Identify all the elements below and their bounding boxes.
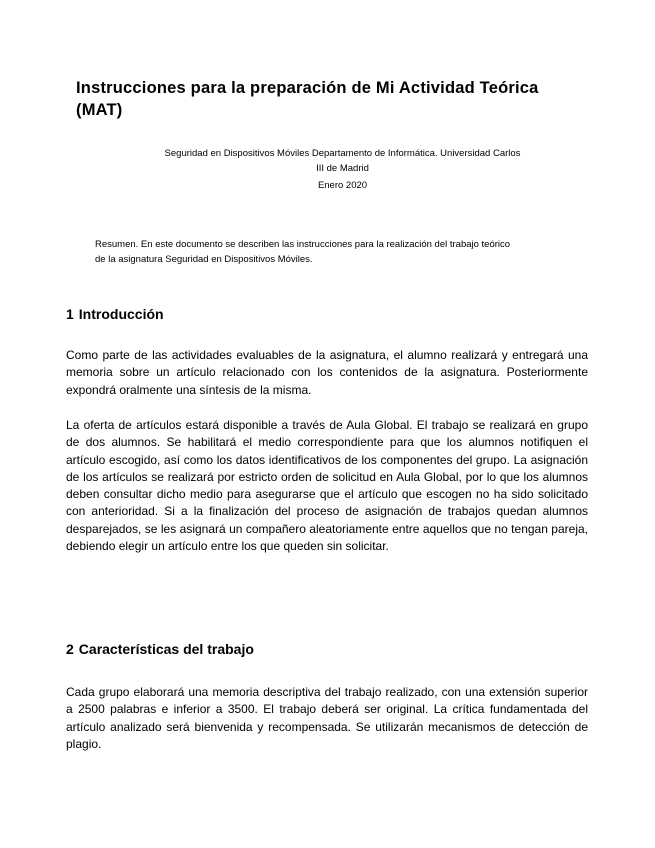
section-heading-introduccion [66,305,164,323]
document-title: Instrucciones para la preparación de Mi Actividad Teórica (MAT) [76,79,539,119]
section-title: Introducción [78,306,164,322]
section-heading-caracteristicas [66,640,254,658]
section-title: Características del trabajo [78,641,254,657]
paragraph: Como parte de las actividades evaluables de la asignatura, el alumno realizará y entregará una memoria sobre un artículo relacionado con los contenidos de la asignatura. Posteriormente expondrá oralmente una síntesis de la misma. [66,348,588,397]
section-number: 1 [66,306,74,322]
document-abstract: Resumen. En este documento se describen las instrucciones para la realización del trabajo teórico de la asignatura Seguridad en Dispositivos Móviles. [95,239,511,265]
document-affiliation: Seguridad en Dispositivos Móviles Departamento de Informática. Universidad Carlos III de Madrid [164,148,521,174]
section-number: 2 [66,641,74,657]
document-date: Enero 2020 [317,180,368,191]
paragraph: Cada grupo elaborará una memoria descriptiva del trabajo realizado, con una extensión superior a 2500 palabras e inferior a 3500. El trabajo deberá ser original. La crítica fundamentada del artículo analizado será bienvenida y recompensada. Se utilizarán mecanismos de detección de plagio. [66,685,588,751]
paragraph: La oferta de artículos estará disponible a través de Aula Global. El trabajo se realizará en grupo de dos alumnos. Se habilitará el medio correspondiente para que los alumnos notifiquen el artículo escogido, así como los datos identificativos de los componentes del grupo. La asignación de los artículos se realizará por estricto orden de solicitud en Aula Global, por lo que los alumnos deben consultar dicho medio para asegurarse que el artículo que escogen no ha sido solicitado con anterioridad. Si a la finalización del proceso de asignación de trabajos quedan alumnos desparejados, se les asignará un compañero aleatoriamente entre aquellos que no tengan pareja, debiendo elegir un artículo entre los que queden sin solicitar. [66,418,588,554]
